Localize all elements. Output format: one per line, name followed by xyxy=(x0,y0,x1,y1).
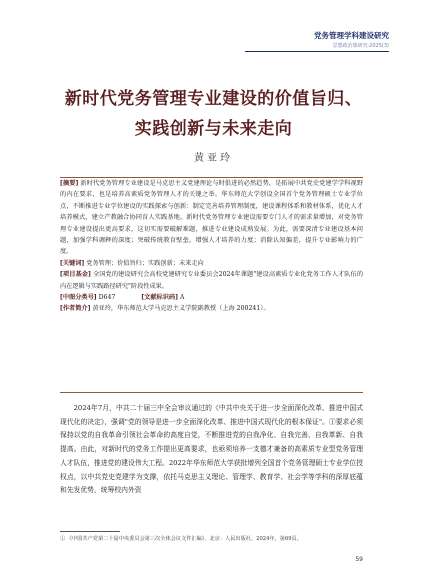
keywords-paragraph xyxy=(60,258,363,269)
fund-paragraph xyxy=(60,269,363,292)
author-info-label: [作者简介] xyxy=(60,305,91,313)
author-info-paragraph xyxy=(60,303,363,314)
article-author: 黄亚玲 xyxy=(194,153,233,164)
body-paragraph: 2024年7月，中共二十届三中全会审议通过的《中共中央关于进一步全面深化改革、推进中国式现代化的决定》，强调"党的领导是进一步全面深化改革、推进中国式现代化的根本保证"。①要求必须保持以党的自我革命引领社会革命的高度自觉，不断推进党的自我净化、自我完善、自我革新、自我提高。由此，对新时代的党务工作提出更高要求，也亟须培养一支德才兼备的高素质专业型党务管理人才队伍，推进党的建设伟大工程。2022年华东师范大学获批增列全国首个党务管理硕士专业学位授权点，以中共党史党建学为支撑，依托马克思主义理论、管理学、教育学、社会学等学科的深厚底蕴和先发优势，统筹校内外资 xyxy=(60,404,363,495)
fund-label: [项目基金] xyxy=(60,271,91,279)
keywords-text: 党务管理；价值旨归；实践创新；未来走向 xyxy=(86,259,204,267)
abstract-paragraph xyxy=(60,178,363,258)
header-rule xyxy=(245,51,389,52)
journal-issue: 思想政治课研究·2025(3) xyxy=(332,43,389,49)
article-title-line-1: 新时代党务管理专业建设的价值旨归、 xyxy=(64,89,363,109)
doc-code-label: [文献标识码] xyxy=(141,294,178,302)
article-title-line-2: 实践创新与未来走向 xyxy=(134,119,293,139)
author-info-text: 黄亚玲，华东师范大学马克思主义学院副教授（上海 200241）。 xyxy=(92,305,270,313)
classification-row xyxy=(60,292,363,303)
footnote: ① 《中国共产党第二十届中央委员会第三次全体会议文件汇编》，北京：人民出版社，2024年，第69页。 xyxy=(60,536,302,542)
body-text xyxy=(60,402,363,498)
clc-label: [中图分类号] xyxy=(60,294,97,302)
page-number: 59 xyxy=(355,556,363,563)
keywords-label: [关键词] xyxy=(60,259,85,267)
journal-title: 党务管理学科建设研究 xyxy=(314,31,389,40)
fund-text: 全国党的建设研究会高校党建研究专业委员会2024年课题"建设高素质专业化党务工作人才队伍的内在逻辑与实践路径研究"阶段性成果。 xyxy=(60,271,364,290)
doc-code-value: A xyxy=(179,294,185,302)
clc-value: D647 xyxy=(98,294,116,302)
abstract-label: [摘要] xyxy=(60,180,79,187)
footnote-rule xyxy=(60,531,120,532)
abstract-bottom-rule xyxy=(60,392,363,393)
running-header xyxy=(314,30,389,49)
abstract-block xyxy=(60,178,363,315)
abstract-text: 新时代党务管理专业建设是马克思主义党建理论与时俱进的必然趋势，是拓展中共党史党建学学科视野的内在要求，也是培养高素质党务管理人才的关键之举。华东师范大学创设全国首个党务管理硕士专业学位点，不断推进专业学位建设的实践探索与创新：制定完善培养管理制度，建设课程体系和教材体系，优化人才培养模式，建立产教融合协同育人实践基地。新时代党务管理专业建设需要专门人才的需求量增加，对党务管理专业建设提出更高要求，这切实需要破解难题，推进专业建设成熟发展。为此，需要深清专业建设基本问题，加强学科调释的深度；突破传统教育壁垒，增强人才培养的力度；消除认知偏差，提升专业影响力的广度。 xyxy=(60,180,364,256)
